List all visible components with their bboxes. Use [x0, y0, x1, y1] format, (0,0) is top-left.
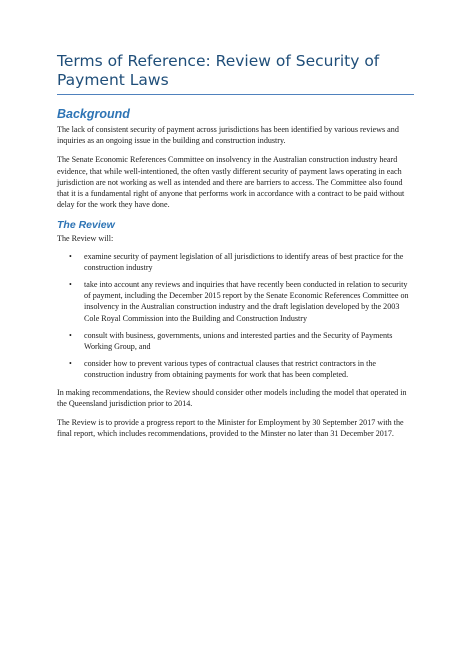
background-heading: Background — [57, 107, 130, 121]
bullet-icon: • — [69, 359, 72, 369]
list-item — [57, 279, 414, 324]
bullet-icon: • — [69, 330, 72, 340]
title-divider — [57, 94, 414, 95]
review-paragraph: In making recommendations, the Review should consider other models including the model that operated in the Queensland jurisdiction prior to 2014. — [57, 387, 407, 408]
review-heading: The Review — [57, 219, 115, 232]
bullet-icon: • — [69, 280, 72, 290]
list-item-text: examine security of payment legislation of all jurisdictions to identify areas of best practice for the construction industry — [84, 251, 404, 272]
bullet-icon: • — [69, 251, 72, 261]
review-intro: The Review will: — [57, 234, 114, 244]
review-bullet-list — [57, 251, 414, 381]
document-title: Terms of Reference: Review of Security of Payment Laws — [57, 52, 380, 89]
list-item-text: take into account any reviews and inquiries that have recently been conducted in relation to security of payment, including the December 2015 report by the Senate Economic References Committee on insolvency in the Australian construction industry and the draft legislation developed by the 2003 Cole Royal Commission into the Building and Construction Industry — [84, 280, 409, 323]
background-paragraph: The Senate Economic References Committee on insolvency in the Australian construction industry heard evidence, that while well-intentioned, the often vastly different security of payment laws operating in each jurisdiction are not working as well as intended and there are barriers to access. The Committee also found that it is a fundamental right of anyone that performs work in accordance with a contract to be paid without delay for the work they have done. — [57, 155, 405, 210]
background-paragraph: The lack of consistent security of payment across jurisdictions has been identified by various reviews and inquiries as an ongoing issue in the building and construction industry. — [57, 125, 399, 146]
list-item — [57, 251, 414, 273]
list-item-text: consult with business, governments, unions and interested parties and the Security of Payments Working Group, and — [84, 330, 393, 352]
list-item — [57, 330, 414, 352]
list-item-text: consider how to prevent various types of contractual clauses that restrict contractors in the construction industry from obtaining payments for work that has been completed. — [84, 359, 376, 380]
list-item — [57, 358, 414, 380]
review-paragraph: The Review is to provide a progress report to the Minister for Employment by 30 September 2017 with the final report, which includes recommendations, provided to the Minster no later than 31 December 2017. — [57, 418, 404, 439]
